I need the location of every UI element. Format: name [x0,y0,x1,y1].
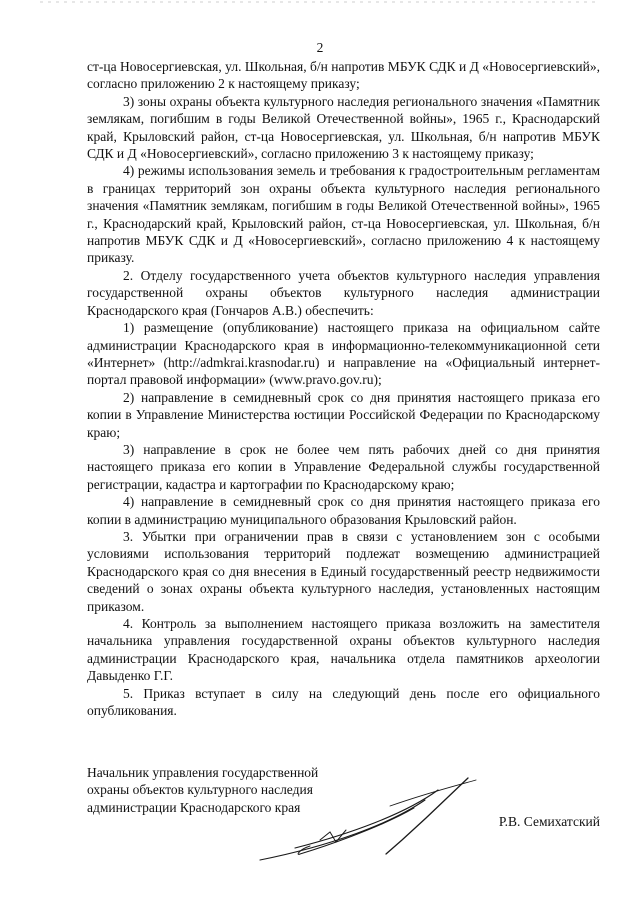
paragraph-2-item-1-publication: 1) размещение (опубликование) настоящего приказа на официальном сайте администрации Краснодарского края в информационно-телекоммуникационной сети «Интернет» (http://admkrai.krasnodar.ru) и направление на «Официальный интернет-портал правовой информации» (www.pravo.gov.ru); [87,320,600,388]
page-number: 2 [316,40,324,55]
paragraph-section-2: 2. Отделу государственного учета объектов культурного наследия управления государственной охраны объектов культурного наследия администрации Краснодарского края (Гончаров А.В.) обеспечить: [87,267,600,318]
handwritten-signature [200,770,480,865]
document-body [87,58,600,719]
paragraph-section-4: 4. Контроль за выполнением настоящего приказа возложить на заместителя начальника управления государственной охраны объектов культурного наследия администрации Краснодарского края, начальника отдела памятников археологии Давыденко Г.Г. [87,616,600,684]
paragraph-2-item-4-municipality: 4) направление в семидневный срок со дня принятия настоящего приказа его копии в администрацию муниципального образования Крыловский район. [87,494,600,527]
paragraph-item-4-land-use: 4) режимы использования земель и требования к градостроительным регламентам в границах территорий зон охраны объекта культурного наследия регионального значения «Памятник землякам, погибшим в годы Великой Отечественной войны», 1965 г., Краснодарский край, Крыловский район, ст-ца Новосергиевская, ул. Школьная, б/н напротив МБУК СДК и Д «Новосергиевский», согласно приложению 4 к настоящему приказу. [87,163,600,266]
signatory-position-line-1: Начальник управления государственной [87,765,319,780]
paragraph-section-5: 5. Приказ вступает в силу на следующий день после его официального опубликования. [87,685,600,719]
signatory-position-line-3: администрации Краснодарского края [87,799,301,815]
paragraph-section-3: 3. Убытки при ограничении прав в связи с установлением зон с особыми условиями использования территорий подлежат возмещению администрацией Краснодарского края со дня внесения в Единый государственный реестр недвижимости сведений о зонах охраны объекта культурного наследия, установленных настоящим приказом. [87,528,600,614]
page-top-edge [0,0,640,6]
paragraph-2-item-3-registration: 3) направление в срок не более чем пять рабочих дней со дня принятия настоящего приказа его копии в Управление Федеральной службы государственной регистрации, кадастра и картографии по Краснодарскому краю; [87,441,600,492]
signatory-position-line-2: охраны объектов культурного наследия [87,782,313,798]
paragraph-item-3-zones: 3) зоны охраны объекта культурного наследия регионального значения «Памятник землякам, погибшим в годы Великой Отечественной войны», 1965 г., Краснодарский край, Крыловский район, ст-ца Новосергиевская, ул. Школьная, б/н напротив МБУК СДК и Д «Новосергиевский», согласно приложению 3 к настоящему приказу; [87,93,600,162]
signatory-name: Р.В. Семихатский [498,814,600,829]
paragraph-2-item-2-justice: 2) направление в семидневный срок со дня принятия настоящего приказа его копии в Управление Министерства юстиции Российской Федерации по Краснодарскому краю; [87,389,600,440]
paragraph-continuation: ст-ца Новосергиевская, ул. Школьная, б/н напротив МБУК СДК и Д «Новосергиевский», согласно приложению 2 к настоящему приказу; [87,59,600,92]
